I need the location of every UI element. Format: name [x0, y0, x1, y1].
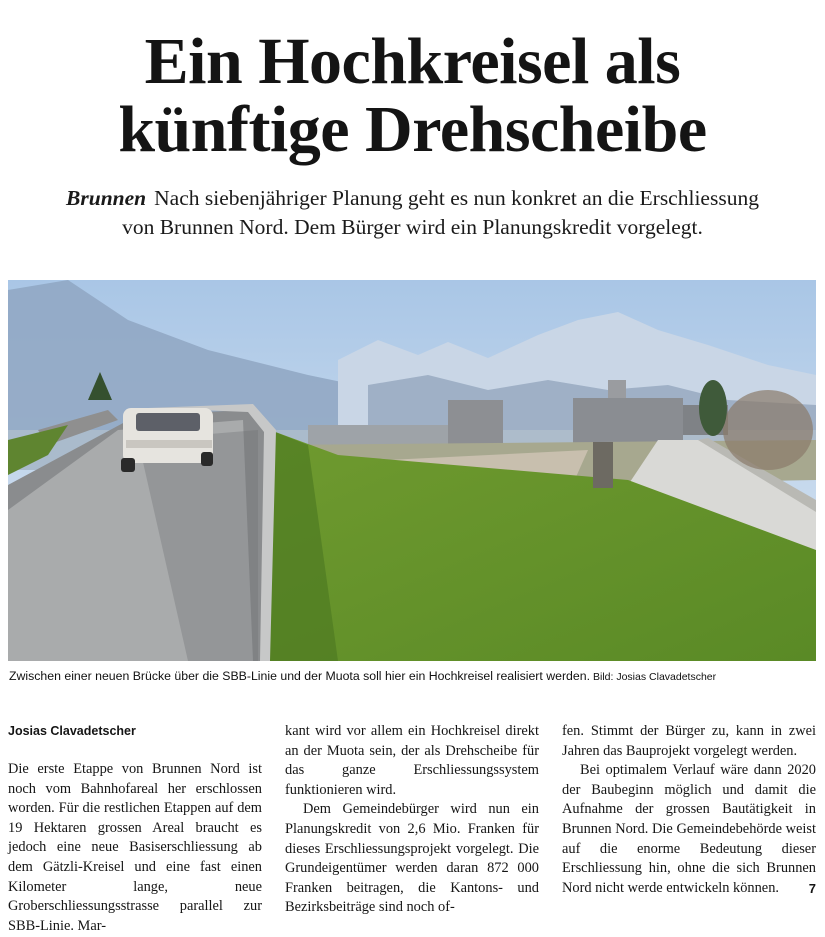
column-2-paragraph-2: Dem Gemeindebürger wird nun ein Planungskredit von 2,6 Mio. Franken für dieses Erschliessungsprojekt vorgelegt. Die Grundeigentümer werden daran 872 000 Franken beitragen, die Kantons- und Bezirksbeiträge sind noch of-: [285, 801, 539, 916]
photo-illustration: [8, 280, 816, 661]
headline-line-1: Ein Hochkreisel als: [144, 25, 681, 98]
lead-text-2: von Brunnen Nord. Dem Bürger wird ein Planungskredit vorgelegt.: [122, 215, 703, 239]
lead-line-1: [0, 184, 825, 213]
lead-paragraph: [0, 184, 825, 242]
lead-placename: Brunnen: [66, 186, 147, 210]
column-1-paragraph-1: Die erste Etappe von Brunnen Nord ist noch vom Bahnhofareal her erschlossen worden. Für die restlichen Etappen auf dem 19 Hektaren grossen Areal braucht es jedoch eine neue Basiserschliessung ab dem Gätzli-Kreisel und eine fast einen Kilometer lange, neue Groberschliessungsstrasse parallel zur SBB-Linie. Mar-: [8, 761, 262, 934]
caption-text: Zwischen einer neuen Brücke über die SBB-Linie und der Muota soll hier ein Hochkreisel realisiert werden.: [9, 669, 590, 683]
article-column-1: [8, 722, 262, 936]
lead-text-1: Nach siebenjähriger Planung geht es nun konkret an die Erschliessung: [154, 186, 759, 210]
article-column-3: [562, 722, 816, 898]
page-number: 7: [808, 880, 816, 896]
column-3-paragraph-2-text: Bei optimalem Verlauf wäre dann 2020 der Baubeginn möglich und damit die Aufnahme der grossen Bautätigkeit in Brunnen Nord. Die Gemeindebehörde weist auf die enorme Bedeutung dieser Erschliessung hin, ohne die sich Brunnen Nord nicht werde entwickeln können.: [562, 762, 816, 896]
column-3-paragraph-2: [562, 761, 816, 898]
photo-credit: Bild: Josias Clavadetscher: [593, 671, 717, 683]
author-byline: Josias Clavadetscher: [8, 724, 136, 738]
headline-line-2: künftige Drehscheibe: [118, 93, 707, 166]
column-3-paragraph-1: fen. Stimmt der Bürger zu, kann in zwei Jahren das Bauprojekt vorgelegt werden.: [562, 723, 816, 759]
column-2-paragraph-1: kant wird vor allem ein Hochkreisel direkt an der Muota sein, der als Drehscheibe für das ganze Erschliessungssystem funktionieren wird.: [285, 723, 539, 798]
headline: [0, 25, 825, 166]
article-column-2: [285, 722, 539, 918]
photo-caption: [9, 668, 819, 685]
article-photo: [8, 280, 816, 661]
